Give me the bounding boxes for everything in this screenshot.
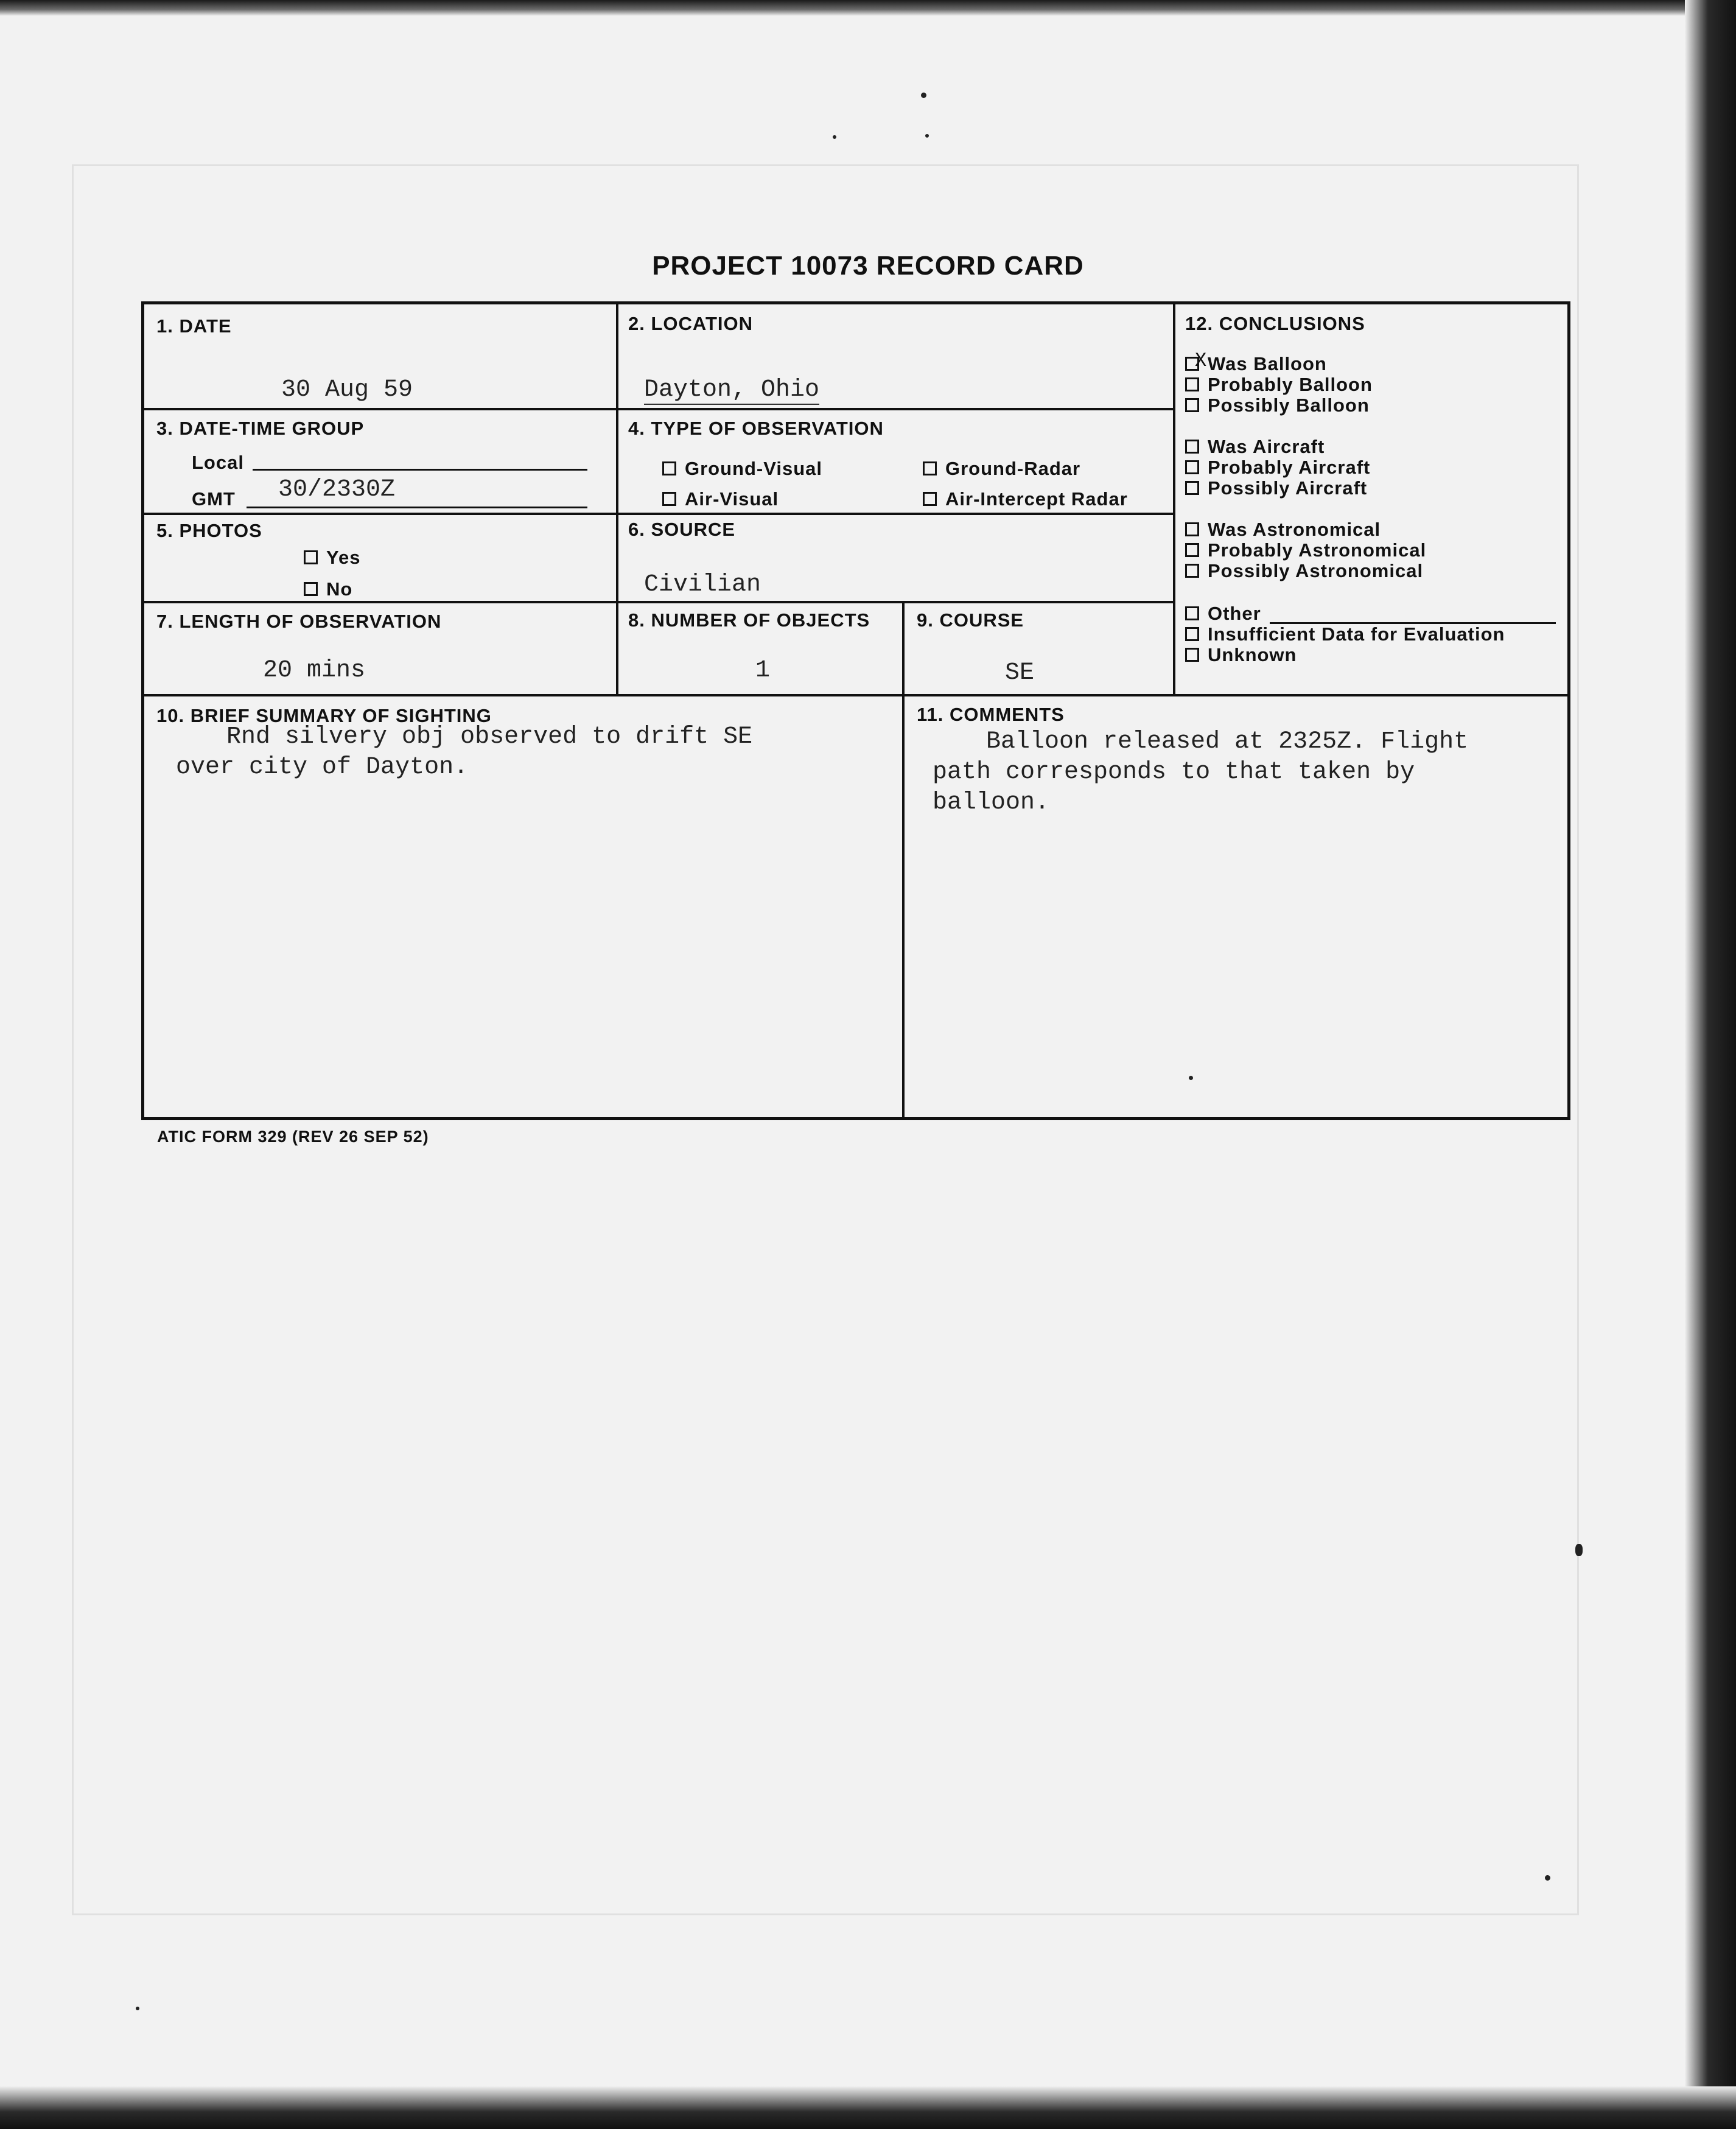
photos-yes-option [304, 547, 360, 569]
was-astronomical-checkbox [1185, 522, 1199, 536]
air-visual-checkbox [662, 492, 676, 506]
location-value: Dayton, Ohio [644, 376, 820, 404]
conclusion-insufficient-data [1185, 623, 1505, 645]
record-card [141, 301, 1570, 1120]
other-label: Other [1208, 603, 1261, 624]
was-balloon-label: Was Balloon [1208, 353, 1327, 374]
source-label: 6. SOURCE [628, 519, 736, 540]
comments-line-2: path corresponds to that taken by [933, 759, 1415, 786]
was-aircraft-label: Was Aircraft [1208, 436, 1325, 457]
photos-yes-label: Yes [326, 547, 361, 568]
date-time-group-cell [144, 408, 616, 513]
source-value: Civilian [644, 571, 761, 598]
date-value: 30 Aug 59 [281, 376, 413, 404]
air-visual-label: Air-Visual [685, 488, 779, 510]
length-value: 20 mins [263, 657, 366, 684]
checked-mark: X [1195, 349, 1208, 372]
probably-aircraft-label: Probably Aircraft [1208, 457, 1371, 478]
number-of-objects-cell [616, 601, 902, 694]
ground-radar-option [923, 458, 1080, 480]
summary-line-2: over city of Dayton. [176, 754, 469, 781]
scan-edge-right [1685, 0, 1736, 2129]
gmt-value: 30/2330Z [278, 476, 396, 503]
brief-summary-cell [144, 694, 902, 1120]
unknown-label: Unknown [1208, 644, 1297, 665]
date-cell [144, 304, 616, 408]
probably-astronomical-label: Probably Astronomical [1208, 539, 1427, 561]
comments-line-1: Balloon released at 2325Z. Flight [986, 728, 1469, 756]
num-objects-value: 1 [755, 657, 771, 684]
location-cell [616, 304, 1173, 408]
location-label: 2. LOCATION [628, 313, 754, 334]
photos-no-label: No [326, 578, 353, 600]
scan-edge-top [0, 0, 1736, 16]
ground-visual-checkbox [662, 461, 676, 475]
summary-line-1: Rnd silvery obj observed to drift SE [226, 723, 753, 751]
comments-label: 11. COMMENTS [917, 704, 1065, 725]
type-obs-label: 4. TYPE OF OBSERVATION [628, 418, 884, 439]
length-label: 7. LENGTH OF OBSERVATION [156, 611, 442, 632]
possibly-aircraft-label: Possibly Aircraft [1208, 477, 1368, 499]
gmt-label: GMT [192, 488, 236, 510]
ground-radar-checkbox [923, 461, 937, 475]
course-cell [902, 601, 1173, 694]
conclusion-probably-balloon [1185, 374, 1373, 396]
insufficient-data-label: Insufficient Data for Evaluation [1208, 623, 1505, 645]
card-title: PROJECT 10073 RECORD CARD [652, 251, 1084, 281]
air-intercept-radar-checkbox [923, 492, 937, 506]
conclusions-cell [1173, 304, 1568, 694]
num-objects-label: 8. NUMBER OF OBJECTS [628, 609, 870, 631]
unknown-checkbox [1185, 648, 1199, 662]
possibly-balloon-checkbox [1185, 398, 1199, 412]
form-footer: ATIC FORM 329 (REV 26 SEP 52) [157, 1128, 429, 1146]
comments-cell [902, 694, 1568, 1120]
summary-text [176, 722, 752, 783]
possibly-balloon-label: Possibly Balloon [1208, 395, 1370, 416]
summary-label: 10. BRIEF SUMMARY OF SIGHTING [156, 705, 492, 726]
conclusion-possibly-astronomical [1185, 560, 1423, 582]
type-of-observation-cell [616, 408, 1173, 513]
comments-text [933, 727, 1468, 818]
length-of-observation-cell [144, 601, 616, 694]
possibly-astronomical-checkbox [1185, 564, 1199, 578]
conclusion-other [1185, 603, 1261, 625]
comments-line-3: balloon. [933, 789, 1050, 816]
date-label: 1. DATE [156, 315, 232, 337]
conclusion-possibly-aircraft [1185, 477, 1367, 499]
probably-balloon-checkbox [1185, 377, 1199, 391]
dtg-label: 3. DATE-TIME GROUP [156, 418, 365, 439]
photos-no-option [304, 578, 352, 600]
conclusion-was-astronomical [1185, 519, 1381, 541]
air-visual-option [662, 488, 779, 510]
possibly-astronomical-label: Possibly Astronomical [1208, 560, 1424, 581]
conclusion-probably-astronomical [1185, 539, 1426, 561]
probably-aircraft-checkbox [1185, 460, 1199, 474]
ground-visual-label: Ground-Visual [685, 458, 823, 479]
conclusions-label: 12. CONCLUSIONS [1185, 313, 1365, 334]
photos-yes-checkbox [304, 550, 318, 564]
other-checkbox [1185, 606, 1199, 620]
photos-label: 5. PHOTOS [156, 520, 262, 541]
conclusion-was-aircraft [1185, 436, 1325, 458]
photos-cell [144, 513, 616, 601]
was-aircraft-checkbox [1185, 440, 1199, 454]
possibly-aircraft-checkbox [1185, 481, 1199, 495]
probably-astronomical-checkbox [1185, 543, 1199, 557]
source-cell [616, 513, 1173, 601]
was-astronomical-label: Was Astronomical [1208, 519, 1381, 540]
photos-no-checkbox [304, 582, 318, 596]
conclusion-probably-aircraft [1185, 457, 1370, 479]
course-label: 9. COURSE [917, 609, 1024, 631]
probably-balloon-label: Probably Balloon [1208, 374, 1373, 395]
scan-edge-bottom [0, 2086, 1736, 2129]
course-value: SE [1005, 659, 1035, 687]
local-label: Local [192, 452, 244, 473]
insufficient-data-checkbox [1185, 627, 1199, 641]
conclusion-unknown [1185, 644, 1297, 666]
local-underline [253, 469, 587, 471]
ground-visual-option [662, 458, 822, 480]
conclusion-possibly-balloon [1185, 395, 1370, 416]
gmt-underline [247, 507, 587, 508]
air-intercept-radar-option [923, 488, 1128, 510]
conclusion-was-balloon [1185, 349, 1327, 375]
air-intercept-radar-label: Air-Intercept Radar [945, 488, 1128, 510]
ground-radar-label: Ground-Radar [945, 458, 1081, 479]
